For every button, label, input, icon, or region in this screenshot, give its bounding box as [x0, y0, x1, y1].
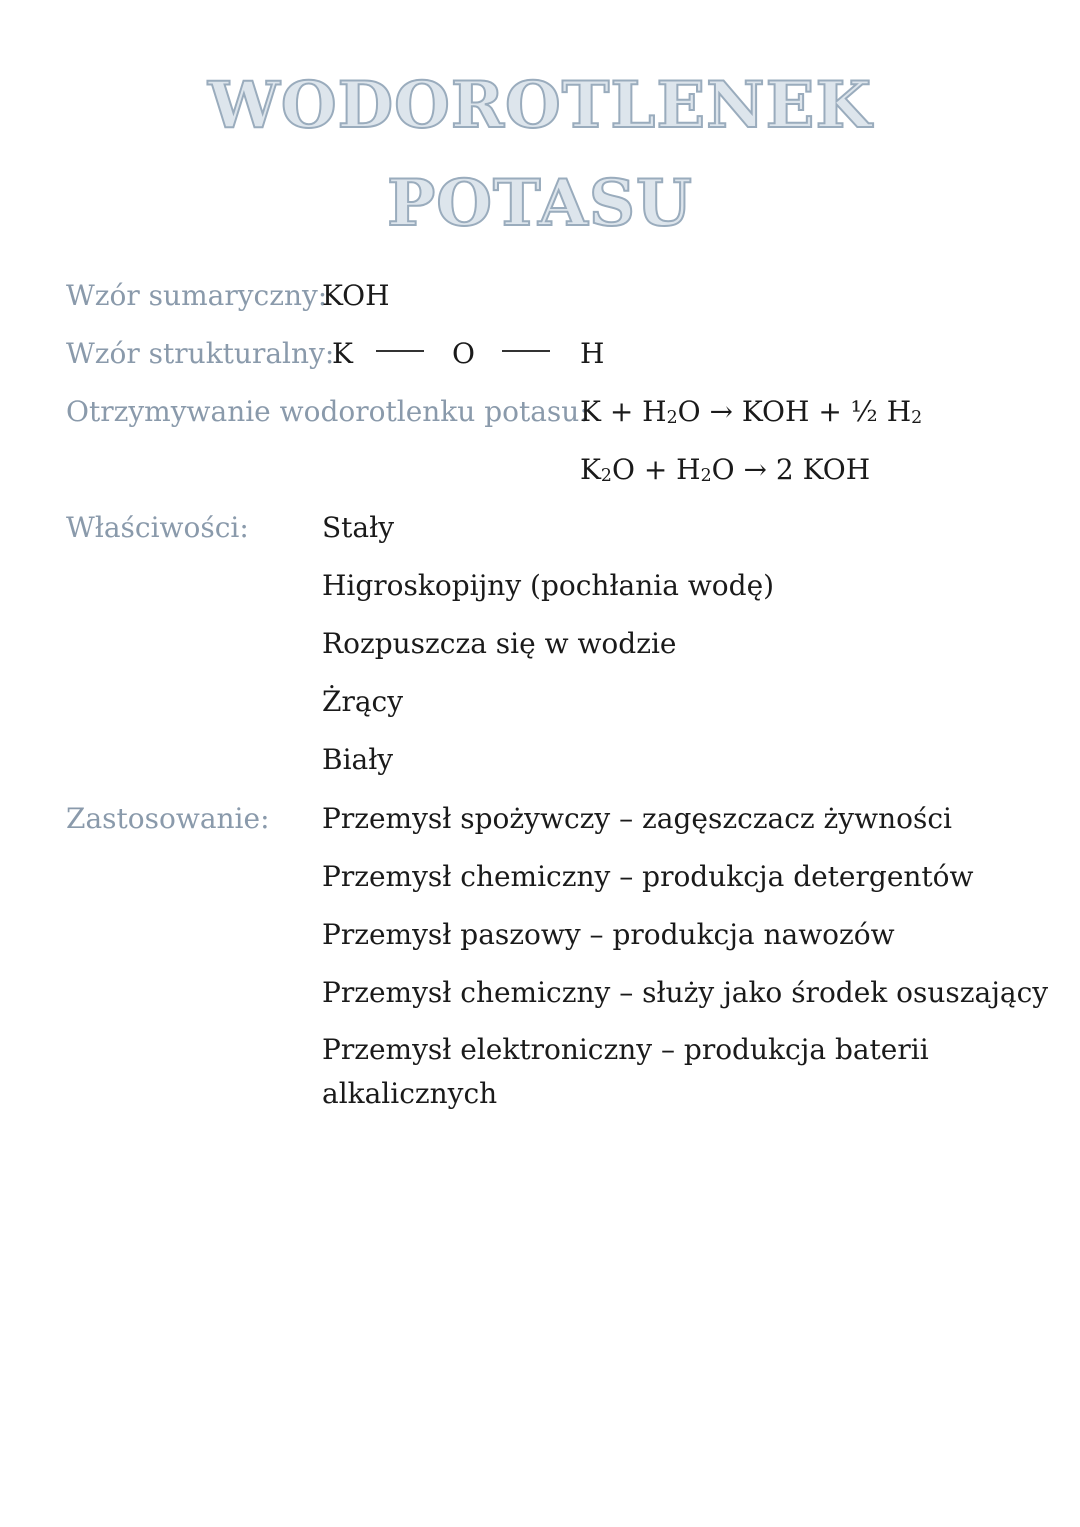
- reaction-2: $K_2O + H_2O \to 2$ KOH: [580, 453, 871, 487]
- property-item: Higroskopijny (pochłania wodę): [322, 569, 775, 602]
- use-item: Przemysł spożywczy – zagęszczacz żywności: [322, 802, 952, 835]
- properties-label: Właściwości:: [66, 511, 249, 544]
- use-item: Przemysł paszowy – produkcja nawozów: [322, 918, 895, 951]
- title-line-2: POTASU: [387, 166, 693, 241]
- structural-formula-label: Wzór strukturalny:: [66, 337, 335, 370]
- use-item: Przemysł chemiczny – służy jako środek osuszający: [322, 976, 1049, 1009]
- title-line-1: WODOROTLENEK: [207, 68, 873, 143]
- preparation-label: Otrzymywanie wodorotlenku potasu:: [66, 395, 589, 428]
- atom-o: O: [452, 337, 475, 370]
- property-item: Biały: [322, 743, 394, 776]
- property-item: Żrący: [322, 685, 404, 718]
- reaction-1: $K + H_2O$ → KOH + ½ $H_2$: [580, 395, 923, 429]
- summary-formula-value: KOH: [322, 279, 390, 312]
- bond-o-h: [502, 350, 550, 352]
- property-item: Stały: [322, 511, 395, 544]
- uses-label: Zastosowanie:: [66, 802, 270, 835]
- summary-formula-label: Wzór sumaryczny:: [66, 279, 328, 312]
- use-item: Przemysł elektroniczny – produkcja baterii alkalicznych: [322, 1033, 929, 1110]
- atom-k: K: [332, 337, 353, 370]
- atom-h: H: [580, 337, 605, 370]
- property-item: Rozpuszcza się w wodzie: [322, 627, 677, 660]
- bond-k-o: [376, 350, 424, 352]
- use-item: Przemysł chemiczny – produkcja detergentów: [322, 860, 974, 893]
